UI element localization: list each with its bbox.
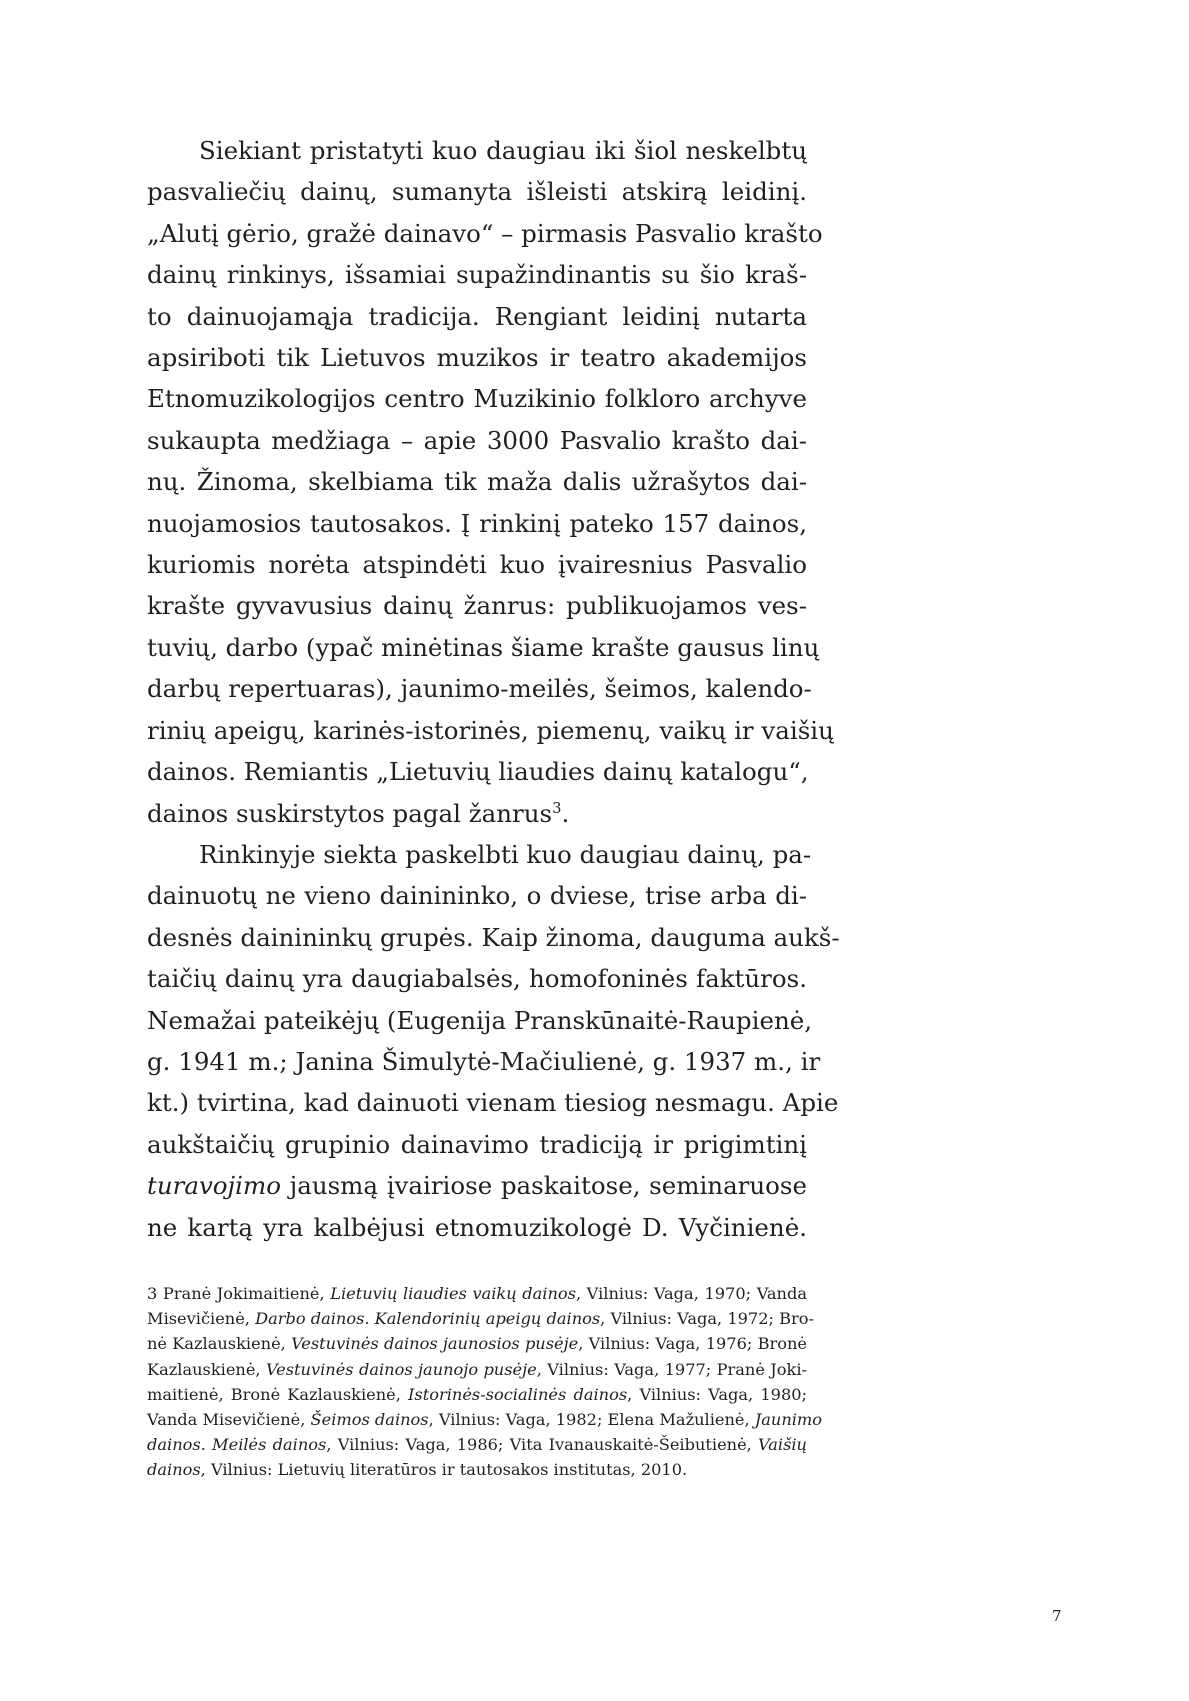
footnote-text: , Vilnius: Lietuvių literatūros ir tautosakos institutas, 2010. (200, 1460, 688, 1480)
text-line (147, 1165, 807, 1206)
page-number: 7 (1052, 1607, 1062, 1625)
main-text (147, 130, 840, 1248)
footnote-title: Vestuvinės dainos jaunojo pusėje (265, 1359, 537, 1379)
text-line: taičių dainų yra daugiabalsės, homofoninės faktūros. (147, 964, 807, 994)
footnote-text: Pranė Jokimaitienė, (157, 1284, 331, 1303)
line-rest: jausmą įvairiose paskaitose, seminaruose (280, 1171, 807, 1201)
footnote-line (147, 1407, 823, 1432)
trailing-punctuation: . (561, 798, 570, 828)
footnote-text: Misevičienė, (147, 1309, 256, 1329)
text-line: kt.) tvirtina, kad dainuoti vienam tiesiog nesmagu. Apie (147, 1088, 839, 1118)
text-line: rinių apeigų, karinės-istorinės, piemenų, vaikų ir vaišių (147, 715, 834, 745)
footnote-title: Šeimos dainos (310, 1410, 429, 1430)
footnote-text: , Vilnius: Vaga, 1986; Vita Ivanauskaitė-Šeibutienė, (326, 1435, 759, 1455)
footnote-text: nė Kazlauskienė, (147, 1334, 292, 1354)
text-line: Nemažai pateikėjų (Eugenija Pranskūnaitė-Raupienė, (147, 1005, 813, 1035)
paragraph-2 (147, 834, 840, 1248)
text-line: dainų rinkinys, išsamiai supažindinantis su šio kraš- (147, 260, 807, 290)
text-line: aukštaičių grupinio dainavimo tradiciją ir prigimtinį (147, 1129, 807, 1159)
footnote-text: , Vilnius: Vaga, 1977; Pranė Joki- (536, 1359, 807, 1379)
text-line: pasvaliečių dainų, sumanyta išleisti atskirą leidinį. (147, 177, 807, 207)
text-line: Siekiant pristatyti kuo daugiau iki šiol neskelbtų (199, 136, 807, 165)
text-line: sukaupta medžiaga – apie 3000 Pasvalio krašto dai- (147, 425, 807, 455)
footnote-title: Jaunimo (754, 1410, 823, 1430)
text-line: apsiriboti tik Lietuvos muzikos ir teatro akademijos (147, 343, 807, 373)
footnote-text: , Vilnius: Vaga, 1972; Bro- (600, 1309, 814, 1329)
footnote-text: , Vilnius: Vaga, 1980; (627, 1384, 808, 1404)
text-line: desnės dainininkų grupės. Kaip žinoma, dauguma aukš- (147, 922, 840, 952)
text-line: dainos. Remiantis „Lietuvių liaudies dainų katalogu“, (147, 757, 809, 787)
text-line: nuojamosios tautosakos. Į rinkinį pateko 157 dainos, (147, 508, 807, 538)
footnote-text: Kazlauskienė, (147, 1359, 266, 1379)
footnote-reference: 3 (552, 799, 562, 817)
footnote-text: , Vilnius: Vaga, 1970; Vanda (575, 1284, 807, 1303)
footnote-line (147, 1457, 807, 1482)
footnote-line (147, 1306, 814, 1331)
text-line: darbų repertuaras), jaunimo-meilės, šeimos, kalendo- (147, 674, 812, 704)
text-line: to dainuojamąja tradicija. Rengiant leidinį nutarta (147, 301, 807, 331)
text-line: g. 1941 m.; Janina Šimulytė-Mačiulienė, g. 1937 m., ir (147, 1046, 821, 1076)
text-line: krašte gyvavusius dainų žanrus: publikuojamos ves- (147, 591, 807, 621)
footnote-line (147, 1281, 807, 1306)
italic-term: turavojimo (147, 1171, 281, 1201)
footnote-number: 3 (147, 1284, 158, 1303)
text-line: nų. Žinoma, skelbiama tik maža dalis užrašytos dai- (147, 467, 807, 497)
footnote-title: Lietuvių liaudies vaikų dainos (330, 1284, 576, 1303)
text-line: dainos suskirstytos pagal žanrus$^3$. (147, 798, 570, 828)
footnote-text: Vanda Misevičienė, (147, 1410, 311, 1430)
footnote-line (147, 1382, 807, 1407)
paragraph-1 (147, 130, 834, 834)
footnote-text: , Vilnius: Vaga, 1976; Bronė (578, 1334, 807, 1354)
footnote-text: maitienė, Bronė Kazlauskienė, (147, 1384, 409, 1404)
footnote (147, 1281, 823, 1483)
text-line: Rinkinyje siekta paskelbti kuo daugiau dainų, pa- (199, 839, 812, 869)
footnote-title: Darbo dainos. Kalendorinių apeigų dainos (255, 1309, 601, 1329)
text-line: tuvių, darbo (ypač minėtinas šiame krašte gausus linų (147, 632, 820, 662)
footnote-line (147, 1357, 807, 1382)
text-line: ne kartą yra kalbėjusi etnomuzikologė D. Vyčinienė. (147, 1212, 807, 1242)
text-line: „Alutį gėrio, gražė dainavo“ – pirmasis Pasvalio krašto (147, 218, 823, 248)
footnote-line (147, 1432, 807, 1457)
footnote-title: dainos. Meilės dainos (147, 1435, 327, 1455)
footnote-title: dainos (147, 1460, 201, 1480)
footnote-text: , Vilnius: Vaga, 1982; Elena Mažulienė, (428, 1410, 755, 1430)
text-line: kuriomis norėta atspindėti kuo įvairesnius Pasvalio (147, 550, 807, 580)
footnote-title: Vaišių (758, 1435, 807, 1455)
text-line: dainuotų ne vieno dainininko, o dviese, trise arba di- (147, 881, 807, 911)
text-line: Etnomuzikologijos centro Muzikinio folkloro archyve (147, 384, 807, 414)
footnote-line (147, 1331, 807, 1356)
footnote-title: Vestuvinės dainos jaunosios pusėje (291, 1334, 579, 1354)
footnote-title: Istorinės-socialinės dainos (408, 1384, 628, 1404)
